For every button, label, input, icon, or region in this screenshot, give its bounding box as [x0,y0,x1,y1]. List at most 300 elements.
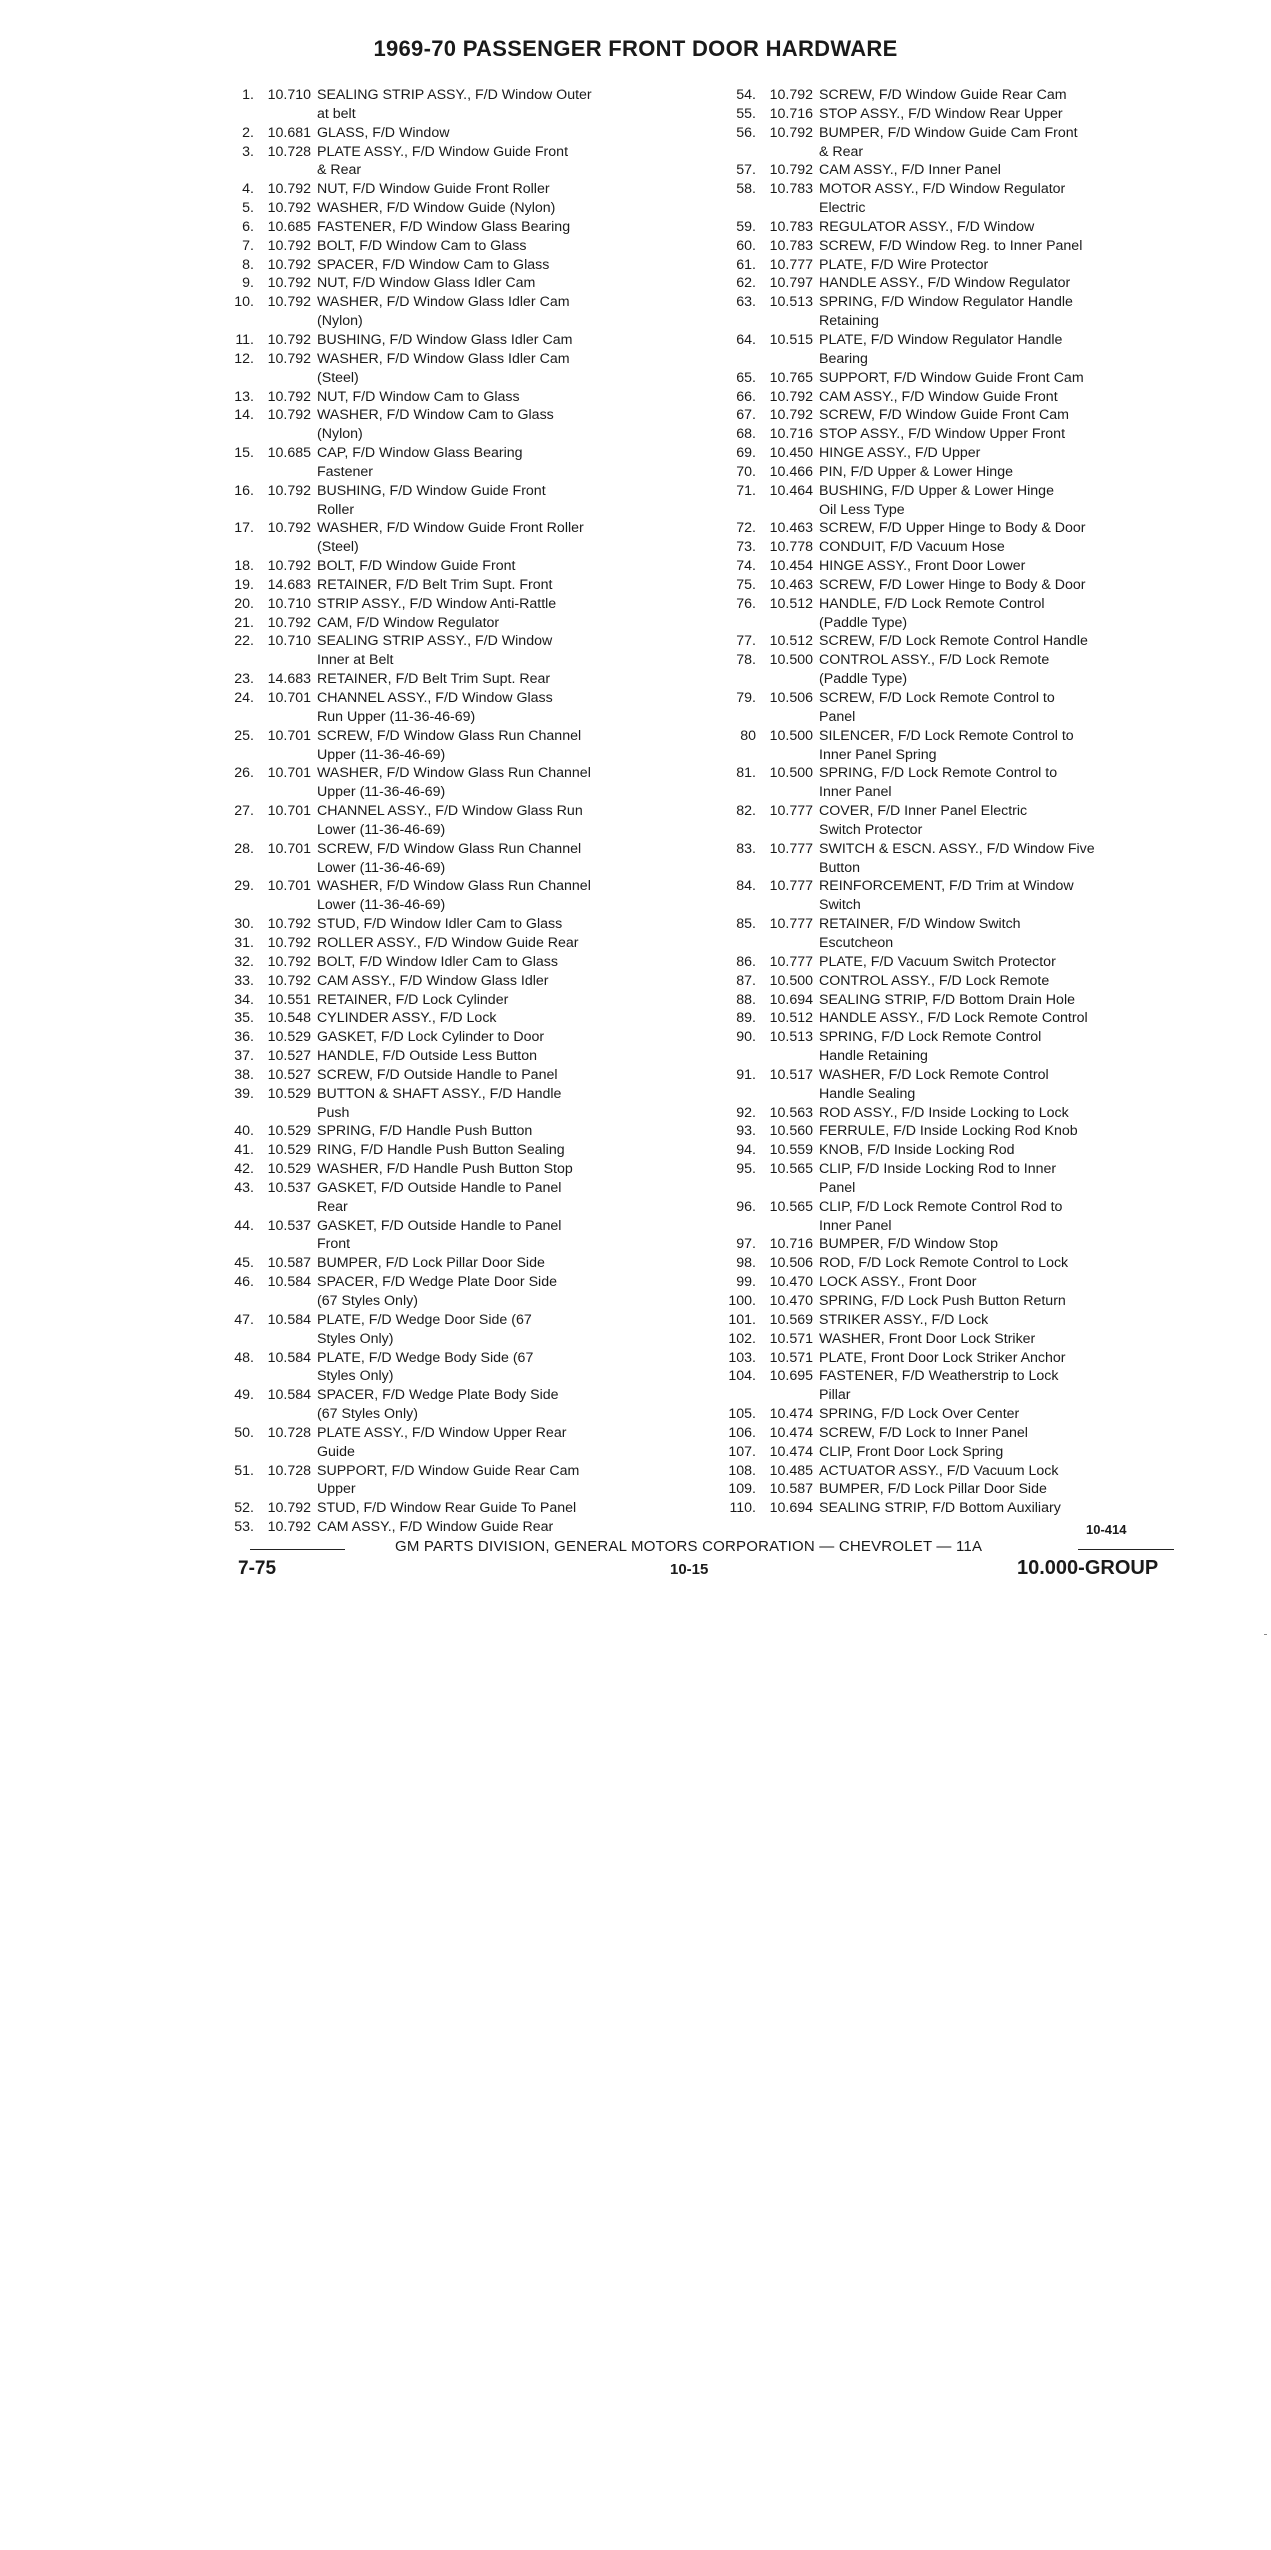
part-description: BOLT, F/D Window Guide Front [317,558,516,575]
group-code: 10.783 [769,218,813,235]
group-code: 10.584 [267,1274,311,1291]
part-row [718,180,1188,218]
group-code: 10.778 [769,539,813,556]
group-code: 10.792 [267,1500,311,1517]
group-code: 10.792 [769,87,813,103]
part-description: BUMPER, F/D Lock Pillar Door Side [819,1481,1047,1498]
part-number: 92. [736,1104,756,1121]
part-description: BUTTON & SHAFT ASSY., F/D Handle Push [317,1085,562,1121]
part-number: 84. [736,878,756,895]
part-row [216,1499,676,1518]
part-number: 105. [728,1406,756,1423]
part-number: 97. [736,1236,756,1253]
part-row [718,632,1188,651]
part-number: 90. [736,1029,756,1046]
part-row [718,1009,1188,1028]
part-description: SWITCH & ESCN. ASSY., F/D Window Five Button [819,840,1095,876]
part-description: HANDLE, F/D Lock Remote Control (Paddle Type) [819,595,1045,631]
part-row [718,689,1188,727]
part-row [718,877,1188,915]
part-description: SCREW, F/D Lock to Inner Panel [819,1424,1028,1441]
part-description: WASHER, F/D Handle Push Button Stop [317,1161,573,1178]
part-number: 34. [234,991,254,1008]
part-number: 107. [728,1443,756,1460]
group-code: 10.792 [267,275,311,292]
part-description: STOP ASSY., F/D Window Upper Front [819,426,1066,443]
part-number: 71. [736,482,756,499]
part-number: 54. [736,87,756,103]
part-number: 95. [736,1161,756,1178]
group-code: 10.506 [769,690,813,706]
part-row [718,557,1188,576]
group-code: 10.571 [769,1330,813,1347]
part-number: 22. [234,633,254,650]
part-number: 47. [234,1311,254,1328]
group-code: 10.466 [769,463,813,480]
part-description: COVER, F/D Inner Panel Electric Switch Protector [819,803,1028,838]
part-description: SPACER, F/D Wedge Plate Body Side (67 Styles Only) [317,1387,559,1423]
group-code: 10.710 [267,633,311,650]
part-number: 68. [736,426,756,443]
part-description: STUD, F/D Window Idler Cam to Glass [317,916,563,933]
part-description: CAM ASSY., F/D Window Guide Front [819,388,1058,405]
part-description: BUMPER, F/D Window Guide Cam Front & Rear [819,124,1078,160]
part-row [216,482,676,520]
part-row [718,369,1188,388]
part-description: SUPPORT, F/D Window Guide Rear Cam Upper [317,1462,580,1498]
part-row [216,614,676,633]
parts-list-left [216,86,676,1537]
part-row [718,1349,1188,1368]
group-code: 10.701 [267,840,311,857]
part-row [216,1311,676,1349]
part-description: GASKET, F/D Lock Cylinder to Door [317,1029,545,1046]
part-number: 3. [242,143,254,160]
group-code: 10.792 [267,520,311,537]
group-code: 10.792 [267,953,311,970]
group-code: 10.565 [769,1198,813,1215]
group-code: 10.701 [267,690,311,706]
group-code: 10.792 [267,972,311,989]
part-description: NUT, F/D Window Cam to Glass [317,388,520,405]
part-number: 24. [234,690,254,706]
part-number: 73. [736,539,756,556]
part-description: PLATE ASSY., F/D Window Upper Rear Guide [317,1424,567,1460]
part-description: SCREW, F/D Lock Remote Control Handle [819,633,1088,650]
group-code: 10.716 [769,426,813,443]
group-code: 10.792 [267,237,311,254]
part-number: 33. [234,972,254,989]
part-number: 57. [736,162,756,179]
part-description: SPRING, F/D Handle Push Button [317,1123,533,1140]
part-description: ROD ASSY., F/D Inside Locking to Lock [819,1104,1069,1121]
group-code: 10.470 [769,1293,813,1309]
part-row [718,444,1188,463]
part-description: CAM, F/D Window Regulator [317,614,500,631]
group-code: 10.571 [769,1349,813,1366]
part-number: 60. [736,237,756,254]
page-title: 1969-70 PASSENGER FRONT DOOR HARDWARE [373,36,898,61]
group-code: 10.765 [769,369,813,386]
part-row [718,124,1188,162]
group-code: 10.563 [769,1104,813,1121]
part-row [216,991,676,1010]
part-description: CONTROL ASSY., F/D Lock Remote [819,972,1050,989]
part-number: 19. [234,576,254,593]
group-code: 10.797 [769,275,813,292]
part-description: CLIP, F/D Lock Remote Control Rod to Inner Panel [819,1198,1063,1234]
part-row [718,1028,1188,1066]
group-code: 10.701 [267,878,311,895]
part-number: 82. [736,803,756,820]
group-code: 10.792 [267,256,311,273]
group-code: 10.463 [769,576,813,593]
part-description: PLATE, F/D Wedge Body Side (67 Styles Only) [317,1349,534,1385]
group-code: 10.537 [267,1217,311,1234]
part-description: HANDLE ASSY., F/D Window Regulator [819,275,1071,292]
part-number: 26. [234,765,254,782]
part-description: RETAINER, F/D Window Switch Escutcheon [819,916,1021,951]
part-number: 81. [736,765,756,782]
group-code: 14.683 [267,671,311,688]
part-description: SCREW, F/D Window Guide Front Cam [819,407,1069,424]
group-code: 10.728 [267,143,311,160]
part-number: 93. [736,1123,756,1140]
part-number: 72. [736,520,756,537]
group-code: 10.527 [267,1048,311,1065]
part-number: 63. [736,294,756,311]
part-number: 96. [736,1198,756,1215]
part-description: WASHER, F/D Window Cam to Glass (Nylon) [317,407,554,443]
part-description: SCREW, F/D Upper Hinge to Body & Door [819,520,1086,537]
footer-rule-right [1078,1549,1174,1550]
group-code: 14.683 [267,576,311,593]
group-code: 10.792 [769,124,813,141]
part-row [718,972,1188,991]
part-row [216,1217,676,1255]
part-description: NUT, F/D Window Guide Front Roller [317,181,550,198]
part-description: SPRING, F/D Lock Remote Control to Inner Panel [819,765,1058,801]
group-code: 10.548 [267,1010,311,1027]
part-description: CLIP, Front Door Lock Spring [819,1443,1004,1460]
part-row [718,802,1188,840]
parts-list-right [718,86,1188,1518]
group-code: 10.485 [769,1462,813,1479]
part-row [718,161,1188,180]
group-code: 10.777 [769,256,813,273]
group-code: 10.500 [769,972,813,989]
part-number: 42. [234,1161,254,1178]
group-code: 10.710 [267,595,311,612]
part-description: KNOB, F/D Inside Locking Rod [819,1142,1015,1159]
group-code: 10.792 [267,482,311,499]
group-code: 10.792 [267,407,311,424]
revision-date: 7-75 [238,1558,277,1579]
part-number: 78. [736,652,756,669]
part-description: SPRING, F/D Lock Over Center [819,1406,1020,1423]
part-row [718,840,1188,878]
part-row [216,350,676,388]
part-row [216,1122,676,1141]
part-number: 6. [242,218,254,235]
part-number: 7. [242,237,254,254]
part-description: SPACER, F/D Window Cam to Glass [317,256,550,273]
group-code: 10.792 [769,407,813,424]
part-description: ROD, F/D Lock Remote Control to Lock [819,1255,1069,1272]
group-code: 10.681 [267,124,311,141]
part-number: 103. [728,1349,756,1366]
part-description: RETAINER, F/D Belt Trim Supt. Front [317,576,553,593]
part-row [718,1122,1188,1141]
part-number: 85. [736,916,756,933]
part-row [216,256,676,275]
part-row [718,1104,1188,1123]
group-code: 10.470 [769,1274,813,1291]
group-code: 10.587 [267,1255,311,1272]
part-row [216,972,676,991]
part-row [216,727,676,765]
part-number: 28. [234,840,254,857]
part-row [216,293,676,331]
group-code: 10.792 [267,934,311,951]
part-row [216,1462,676,1500]
group-code: 10.474 [769,1443,813,1460]
part-description: GASKET, F/D Outside Handle to Panel Rear [317,1179,562,1215]
part-row [216,331,676,350]
part-row [718,1462,1188,1481]
part-description: STOP ASSY., F/D Window Rear Upper [819,105,1063,122]
part-description: BUSHING, F/D Upper & Lower Hinge Oil Less Type [819,482,1054,518]
part-number: 91. [736,1066,756,1083]
group-code: 10.685 [267,218,311,235]
part-row [718,1198,1188,1236]
part-row [216,670,676,689]
part-description: MOTOR ASSY., F/D Window Regulator Electric [819,181,1066,217]
part-description: WASHER, Front Door Lock Striker [819,1330,1036,1347]
group-code: 10.454 [769,558,813,575]
part-description: NUT, F/D Window Glass Idler Cam [317,275,536,292]
part-description: HANDLE ASSY., F/D Lock Remote Control [819,1010,1088,1027]
group-code: 10.529 [267,1142,311,1159]
part-row [718,1311,1188,1330]
part-row [216,406,676,444]
part-number: 49. [234,1387,254,1404]
part-number: 50. [234,1424,254,1441]
group-code: 10.529 [267,1161,311,1178]
part-number: 8. [242,256,254,273]
part-description: FERRULE, F/D Inside Locking Rod Knob [819,1123,1078,1140]
part-description: SCREW, F/D Lock Remote Control to Panel [819,690,1055,725]
part-description: GLASS, F/D Window [317,124,450,141]
part-number: 17. [234,520,254,537]
part-number: 100. [728,1293,756,1309]
group-code: 10.512 [769,633,813,650]
part-number: 51. [234,1462,254,1479]
part-number: 40. [234,1123,254,1140]
part-row [216,1141,676,1160]
part-row [718,293,1188,331]
part-row [216,1424,676,1462]
group-code: 10.777 [769,840,813,857]
part-number: 89. [736,1010,756,1027]
group-code: 10.584 [267,1387,311,1404]
part-number: 62. [736,275,756,292]
group-code: 10.695 [769,1368,813,1385]
part-number: 14. [234,407,254,424]
part-row [718,1405,1188,1424]
part-number: 65. [736,369,756,386]
group-code: 10.513 [769,294,813,311]
part-number: 66. [736,388,756,405]
part-number: 74. [736,558,756,575]
footer-rule-left [250,1549,345,1550]
group-code: 10.783 [769,237,813,254]
group-code: 10.792 [769,388,813,405]
part-description: WASHER, F/D Lock Remote Control Handle Sealing [819,1066,1049,1102]
part-description: SEALING STRIP, F/D Bottom Drain Hole [819,991,1075,1008]
part-number: 104. [728,1368,756,1385]
part-number: 101. [728,1311,756,1328]
part-number: 27. [234,803,254,820]
part-row [718,237,1188,256]
part-row [718,1480,1188,1499]
part-number: 16. [234,482,254,499]
part-number: 109. [728,1481,756,1498]
part-row [718,953,1188,972]
scan-mark [1264,1634,1267,1635]
part-number: 18. [234,558,254,575]
part-number: 45. [234,1255,254,1272]
part-description: STRIP ASSY., F/D Window Anti-Rattle [317,595,557,612]
part-description: SEALING STRIP ASSY., F/D Window Inner at Belt [317,633,553,669]
group-code: 10.527 [267,1066,311,1083]
part-number: 76. [736,595,756,612]
part-row [718,1443,1188,1462]
group-code: 10.474 [769,1406,813,1423]
part-row [718,538,1188,557]
group-code: 10.694 [769,1500,813,1517]
part-number: 11. [235,331,254,348]
part-description: SCREW, F/D Lower Hinge to Body & Door [819,576,1086,593]
part-description: PIN, F/D Upper & Lower Hinge [819,463,1013,480]
part-row [216,1066,676,1085]
part-row [718,331,1188,369]
part-row [718,576,1188,595]
part-number: 94. [736,1142,756,1159]
group-code: 10.777 [769,803,813,820]
part-number: 23. [234,671,254,688]
part-description: CAM ASSY., F/D Window Guide Rear [317,1519,554,1536]
part-row [216,86,676,124]
part-number: 70. [736,463,756,480]
group-code: 10.500 [769,652,813,669]
part-number: 56. [736,124,756,141]
part-row [216,1085,676,1123]
part-description: BUSHING, F/D Window Glass Idler Cam [317,331,573,348]
group-code: 10.529 [267,1123,311,1140]
part-description: WASHER, F/D Window Glass Run Channel Lower (11-36-46-69) [317,878,591,914]
part-row [718,86,1188,105]
group-code: 10.587 [769,1481,813,1498]
part-row [718,105,1188,124]
part-number: 80 [740,727,756,744]
part-description: BUMPER, F/D Window Stop [819,1236,998,1253]
group-code: 10.783 [769,181,813,198]
group-code: 10.792 [267,916,311,933]
part-row [216,180,676,199]
part-row [216,1028,676,1047]
part-row [718,1367,1188,1405]
group-code: 10.716 [769,1236,813,1253]
group-code: 10.792 [769,162,813,179]
part-description: HANDLE, F/D Outside Less Button [317,1048,537,1065]
part-row [216,237,676,256]
part-description: FASTENER, F/D Weatherstrip to Lock Pillar [819,1368,1059,1404]
part-description: SEALING STRIP, F/D Bottom Auxiliary [819,1500,1061,1517]
part-row [216,840,676,878]
part-number: 31. [234,934,254,951]
group-code: 10.512 [769,1010,813,1027]
part-number: 75. [736,576,756,593]
part-number: 86. [736,953,756,970]
group-code: 10.728 [267,1424,311,1441]
part-number: 9. [242,275,254,292]
part-row [718,218,1188,237]
part-number: 99. [736,1274,756,1291]
part-number: 37. [234,1048,254,1065]
part-description: SEALING STRIP ASSY., F/D Window Outer at belt [317,87,592,122]
part-number: 15. [234,445,254,462]
group-code: 10.529 [267,1029,311,1046]
part-description: CHANNEL ASSY., F/D Window Glass Run Lower (11-36-46-69) [317,803,583,838]
part-description: SPRING, F/D Window Regulator Handle Retaining [819,294,1073,330]
part-description: REGULATOR ASSY., F/D Window [819,218,1035,235]
part-number: 32. [234,953,254,970]
group-code: 10.777 [769,878,813,895]
part-description: SPRING, F/D Lock Remote Control Handle Retaining [819,1029,1042,1065]
part-description: PLATE, Front Door Lock Striker Anchor [819,1349,1066,1366]
part-number: 61. [736,256,756,273]
group-code: 10.710 [267,87,311,103]
part-description: CAM ASSY., F/D Inner Panel [819,162,1001,179]
part-row [216,802,676,840]
part-description: CHANNEL ASSY., F/D Window Glass Run Upper (11-36-46-69) [317,690,553,725]
group-code: 10.551 [267,991,311,1008]
part-row [216,218,676,237]
part-row [718,406,1188,425]
part-number: 20. [234,595,254,612]
part-description: PLATE, F/D Wedge Door Side (67 Styles Only) [317,1311,532,1347]
part-number: 13. [234,388,254,405]
part-description: SUPPORT, F/D Window Guide Front Cam [819,369,1084,386]
part-number: 52. [234,1500,254,1517]
group-code: 10.584 [267,1311,311,1328]
group-code: 10.701 [267,765,311,782]
part-number: 87. [736,972,756,989]
part-number: 58. [736,181,756,198]
part-row [718,1499,1188,1518]
part-row [216,1273,676,1311]
part-description: WASHER, F/D Window Glass Idler Cam (Nylon) [317,294,570,330]
part-description: HINGE ASSY., F/D Upper [819,445,981,462]
part-number: 98. [736,1255,756,1272]
part-number: 102. [728,1330,756,1347]
group-code: 10.474 [769,1424,813,1441]
part-number: 5. [242,200,254,217]
part-row [718,519,1188,538]
part-number: 48. [234,1349,254,1366]
group-code: 10.565 [769,1161,813,1178]
